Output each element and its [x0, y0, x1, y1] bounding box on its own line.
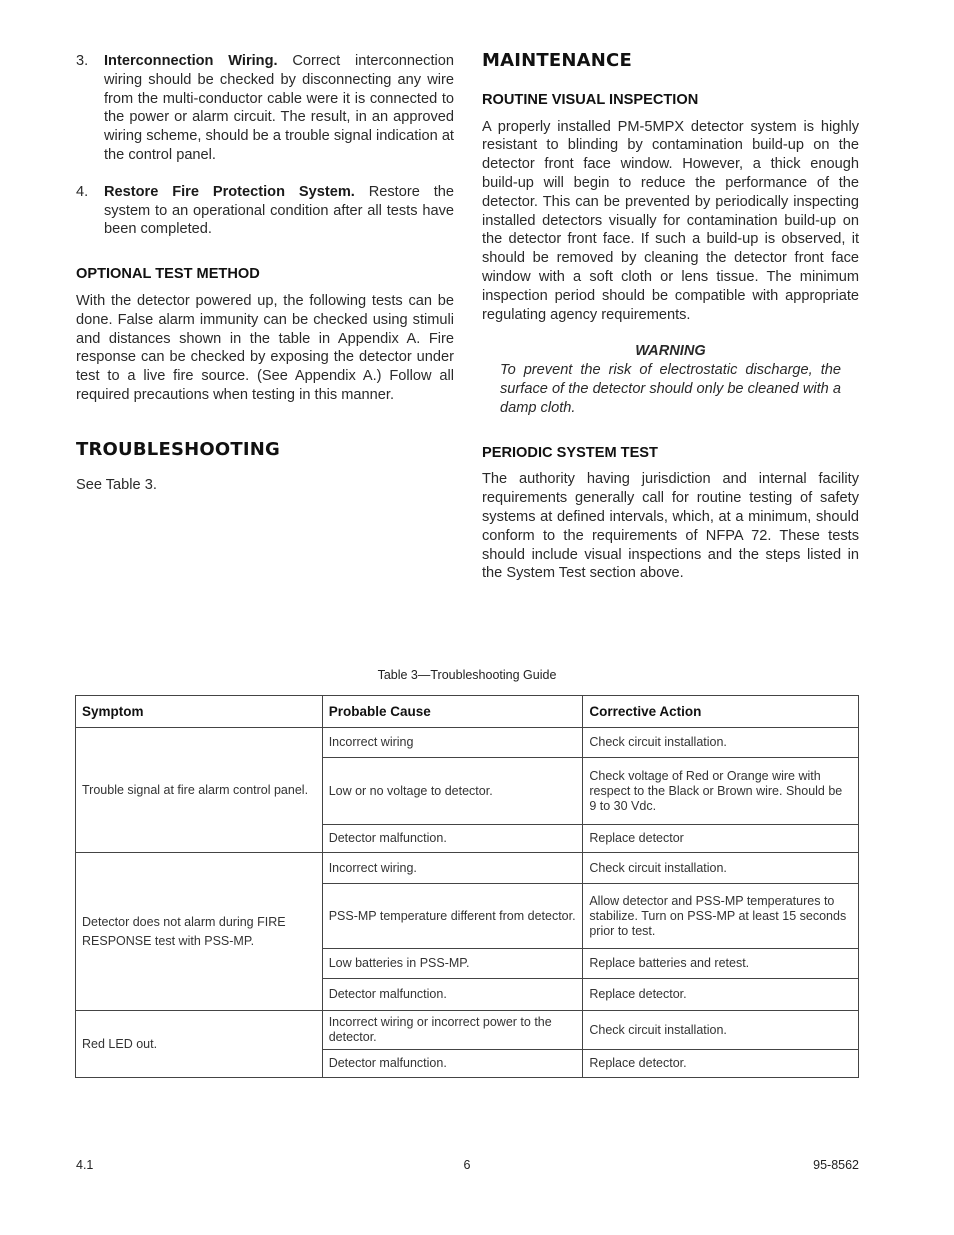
cause-cell: Incorrect wiring or incorrect power to the detector.	[322, 1011, 583, 1050]
numbered-step-3	[76, 52, 454, 165]
left-column	[76, 52, 454, 494]
periodic-test-paragraph: The authority having jurisdiction and internal facility requirements generally call for routine testing of safety systems at defined intervals, which, at a minimum, should conform to the requirements of NFPA 72. These tests should include visual inspections and the steps listed in the System Test section above.	[482, 471, 859, 582]
numbered-step-4	[76, 183, 454, 239]
troubleshooting-heading: TROUBLESHOOTING	[76, 438, 280, 460]
troubleshooting-paragraph: See Table 3.	[76, 476, 157, 493]
header-probable-cause: Probable Cause	[322, 696, 583, 728]
cause-cell: Low batteries in PSS-MP.	[322, 949, 583, 979]
table-row	[76, 728, 859, 758]
footer-page-number: 6	[463, 1158, 471, 1172]
routine-inspection-paragraph: A properly installed PM-5MPX detector system is highly resistant to blinding by contamination build-up on the detector front face window. However, a thick enough build-up will begin to reduce the performance of the detector. This can be prevented by periodically inspecting installed detectors visually for contamination build-up on the detector front face. If such a build-up is observed, it should be removed by cleaning the detector front face window with a soft cloth or lens tissue. The minimum inspection period should be compatible with appropriate regulating agency requirements.	[482, 118, 859, 323]
action-cell: Replace detector.	[583, 979, 859, 1011]
cause-cell: Detector malfunction.	[322, 825, 583, 853]
action-cell: Check voltage of Red or Orange wire with respect to the Black or Brown wire. Should be 9 to 30 Vdc.	[583, 758, 859, 825]
cause-cell: Detector malfunction.	[322, 979, 583, 1011]
cause-cell: Low or no voltage to detector.	[322, 758, 583, 825]
maintenance-heading: MAINTENANCE	[482, 50, 632, 71]
right-column	[482, 52, 859, 583]
action-cell: Check circuit installation.	[583, 728, 859, 758]
table-row	[76, 1011, 859, 1050]
header-symptom: Symptom	[76, 696, 323, 728]
periodic-test-heading: PERIODIC SYSTEM TEST	[482, 444, 658, 461]
cause-cell: Incorrect wiring.	[322, 853, 583, 884]
warning-box	[500, 342, 841, 417]
footer-revision: 4.1	[76, 1158, 94, 1172]
action-cell: Replace detector.	[583, 1050, 859, 1078]
step-title: Interconnection Wiring.	[104, 53, 278, 69]
cause-cell: Incorrect wiring	[322, 728, 583, 758]
step-text: Restore the system to an operational condition after all tests have been completed.	[104, 183, 454, 238]
footer-document-number: 95-8562	[813, 1158, 859, 1172]
warning-title: WARNING	[635, 343, 706, 360]
cause-cell: Detector malfunction.	[322, 1050, 583, 1078]
optional-test-heading: OPTIONAL TEST METHOD	[76, 266, 260, 283]
step-text: Correct interconnection wiring should be checked by disconnecting any wire from the multi-conductor cable were it is connected to the power or alarm circuit. The result, in an approved wiring scheme, should be a trouble signal indication at the control panel.	[104, 53, 454, 163]
routine-inspection-heading: ROUTINE VISUAL INSPECTION	[482, 91, 699, 108]
action-cell: Check circuit installation.	[583, 1011, 859, 1050]
header-corrective-action: Corrective Action	[583, 696, 859, 728]
step-number: 4.	[76, 183, 89, 200]
cause-cell: PSS-MP temperature different from detector.	[322, 884, 583, 949]
step-number: 3.	[76, 53, 89, 69]
symptom-cell: Trouble signal at fire alarm control panel.	[76, 728, 323, 853]
symptom-cell: Detector does not alarm during FIRE RESPONSE test with PSS-MP.	[76, 853, 323, 1011]
action-cell: Check circuit installation.	[583, 853, 859, 884]
step-title: Restore Fire Protection System.	[104, 183, 355, 200]
action-cell: Allow detector and PSS-MP temperatures to stabilize. Turn on PSS-MP at least 15 seconds prior to test.	[583, 884, 859, 949]
symptom-cell: Red LED out.	[76, 1011, 323, 1078]
warning-text: To prevent the risk of electrostatic discharge, the surface of the detector should only be cleaned with a damp cloth.	[500, 362, 841, 416]
table-header-row	[76, 696, 859, 728]
table-row	[76, 853, 859, 884]
action-cell: Replace batteries and retest.	[583, 949, 859, 979]
table-caption: Table 3—Troubleshooting Guide	[377, 668, 557, 682]
optional-test-paragraph: With the detector powered up, the following tests can be done. False alarm immunity can be checked using stimuli and distances shown in the table in Appendix A. Fire response can be checked by exposing the detector under test to a live fire source. (See Appendix A.) Follow all required precautions when testing in this manner.	[76, 292, 454, 403]
troubleshooting-table	[75, 695, 859, 1078]
action-cell: Replace detector	[583, 825, 859, 853]
